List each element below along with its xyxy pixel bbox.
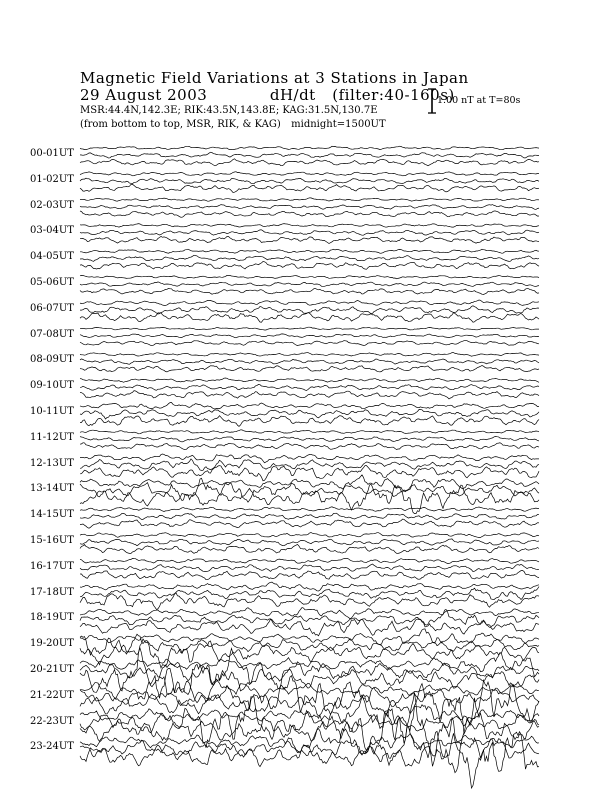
midnight-label: midnight=1500UT: [291, 119, 386, 130]
trace-00-01UT-RIK: [80, 152, 539, 158]
hour-label-05-06UT: 05-06UT: [30, 277, 74, 288]
trace-06-07UT-KAG: [80, 313, 539, 323]
date-label: 29 August 2003: [80, 86, 208, 104]
trace-10-11UT-MSR: [80, 403, 539, 409]
trace-07-08UT-MSR: [80, 327, 539, 330]
trace-23-24UT-KAG: [80, 732, 539, 788]
trace-06-07UT-MSR: [80, 300, 539, 305]
trace-04-05UT-KAG: [80, 262, 539, 270]
trace-15-16UT-RIK: [80, 539, 539, 546]
hour-label-11-12UT: 11-12UT: [30, 431, 74, 443]
hour-label-06-07UT: 06-07UT: [30, 302, 74, 314]
hour-label-20-21UT: 20-21UT: [30, 664, 74, 675]
hour-label-12-13UT: 12-13UT: [30, 457, 74, 469]
trace-02-03UT-RIK: [80, 205, 539, 210]
trace-17-18UT-KAG: [80, 593, 539, 610]
hour-label-19-20UT: 19-20UT: [30, 638, 74, 650]
hour-label-17-18UT: 17-18UT: [30, 586, 74, 598]
trace-01-02UT-RIK: [80, 178, 539, 184]
trace-17-18UT-MSR: [80, 582, 539, 591]
trace-02-03UT-KAG: [80, 211, 539, 217]
trace-03-04UT-KAG: [80, 236, 539, 243]
hour-label-07-08UT: 07-08UT: [30, 328, 74, 340]
trace-04-05UT-RIK: [80, 255, 539, 261]
trace-12-13UT-RIK: [80, 459, 539, 471]
trace-05-06UT-RIK: [80, 282, 539, 287]
trace-11-12UT-RIK: [80, 436, 539, 442]
trace-14-15UT-KAG: [80, 519, 539, 528]
trace-10-11UT-KAG: [80, 416, 539, 427]
trace-17-18UT-RIK: [80, 587, 539, 600]
hour-label-13-14UT: 13-14UT: [30, 483, 74, 495]
trace-00-01UT-MSR: [80, 146, 539, 150]
hour-label-02-03UT: 02-03UT: [30, 199, 74, 211]
trace-15-16UT-KAG: [80, 544, 539, 553]
trace-08-09UT-MSR: [80, 353, 539, 357]
filter-label: (filter:40-160s): [332, 86, 455, 104]
quantity-label: dH/dt: [269, 86, 316, 104]
trace-03-04UT-RIK: [80, 230, 539, 235]
hour-label-15-16UT: 15-16UT: [30, 535, 74, 546]
station-order-note: (from bottom to top, MSR, RIK, & KAG): [80, 119, 281, 130]
hour-label-01-02UT: 01-02UT: [30, 173, 74, 185]
trace-07-08UT-RIK: [80, 334, 539, 338]
trace-03-04UT-MSR: [80, 224, 539, 228]
chart-title: Magnetic Field Variations at 3 Stations in Japan: [80, 69, 469, 87]
hour-label-09-10UT: 09-10UT: [30, 380, 74, 392]
trace-20-21UT-KAG: [80, 648, 539, 698]
hour-label-21-22UT: 21-22UT: [30, 689, 74, 701]
trace-08-09UT-KAG: [80, 366, 539, 372]
hour-label-00-01UT: 00-01UT: [30, 148, 74, 159]
trace-14-15UT-MSR: [80, 507, 539, 512]
trace-18-19UT-MSR: [80, 608, 539, 619]
hour-label-03-04UT: 03-04UT: [30, 225, 74, 237]
hour-label-22-23UT: 22-23UT: [30, 715, 74, 727]
trace-16-17UT-MSR: [80, 558, 539, 563]
hour-label-23-24UT: 23-24UT: [30, 741, 74, 753]
trace-18-19UT-RIK: [80, 609, 539, 626]
trace-10-11UT-RIK: [80, 410, 539, 420]
hour-label-16-17UT: 16-17UT: [30, 560, 74, 572]
trace-02-03UT-MSR: [80, 198, 539, 201]
trace-00-01UT-KAG: [80, 159, 539, 166]
scale-label: 1.00 nT at T=80s: [437, 95, 521, 106]
trace-23-24UT-RIK: [80, 727, 539, 773]
trace-16-17UT-KAG: [80, 571, 539, 580]
trace-15-16UT-MSR: [80, 533, 539, 538]
trace-01-02UT-MSR: [80, 172, 539, 176]
trace-05-06UT-MSR: [80, 275, 539, 278]
trace-11-12UT-KAG: [80, 443, 539, 450]
trace-04-05UT-MSR: [80, 249, 539, 253]
trace-09-10UT-RIK: [80, 384, 539, 390]
trace-07-08UT-KAG: [80, 340, 539, 345]
trace-09-10UT-KAG: [80, 391, 539, 399]
trace-08-09UT-RIK: [80, 359, 539, 364]
trace-11-12UT-MSR: [80, 430, 539, 434]
hour-label-14-15UT: 14-15UT: [30, 509, 74, 521]
trace-20-21UT-MSR: [80, 653, 539, 677]
hour-label-08-09UT: 08-09UT: [30, 354, 74, 366]
trace-13-14UT-RIK: [80, 478, 539, 502]
stations-label: MSR:44.4N,142.3E; RIK:43.5N,143.8E; KAG:31.5N,130.7E: [80, 105, 378, 116]
trace-18-19UT-KAG: [80, 619, 539, 636]
trace-16-17UT-RIK: [80, 564, 539, 572]
trace-06-07UT-RIK: [80, 306, 539, 314]
hour-label-18-19UT: 18-19UT: [30, 612, 74, 624]
trace-14-15UT-RIK: [80, 513, 539, 519]
trace-09-10UT-MSR: [80, 378, 539, 382]
trace-05-06UT-KAG: [80, 288, 539, 294]
hour-label-10-11UT: 10-11UT: [30, 406, 74, 417]
trace-01-02UT-KAG: [80, 184, 539, 192]
hour-label-04-05UT: 04-05UT: [30, 251, 74, 263]
